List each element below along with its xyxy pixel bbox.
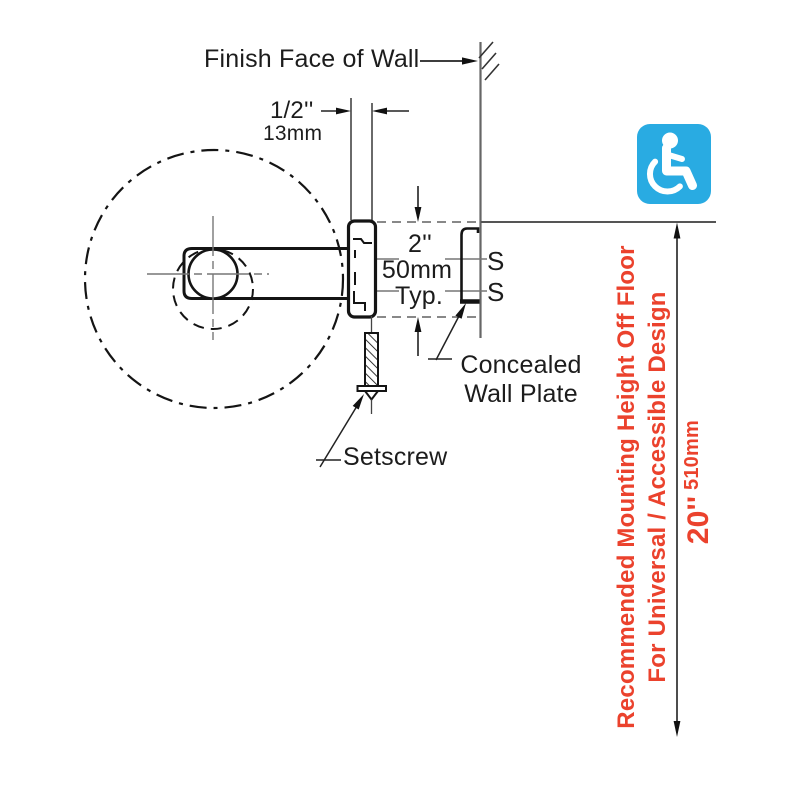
finish-face-of-wall-label: Finish Face of Wall (204, 45, 420, 73)
setscrew-shank (365, 333, 378, 386)
spacing-dimension-mm: 50mm (381, 256, 453, 284)
wall-hatch-marks (479, 42, 499, 80)
setscrew-marker-bottom: S (487, 277, 505, 307)
mounting-note-line1: Recommended Mounting Height Off Floor (613, 245, 641, 729)
concealed-wall-plate-label-line2: Wall Plate (464, 380, 578, 408)
mounting-note-line2: For Universal / Accessible Design (644, 291, 672, 683)
finish-face-arrow (420, 57, 478, 64)
offset-dimension-inches: 1/2'' (270, 97, 314, 124)
spacing-dimension-inches: 2'' (407, 230, 433, 258)
spacing-dimension-typ: Typ. (394, 282, 444, 310)
setscrew-marker-top: S (487, 246, 505, 276)
offset-extension-lines (351, 98, 372, 220)
setscrew-label: Setscrew (343, 443, 448, 471)
offset-dimension-arrows (321, 108, 409, 115)
mounting-height-mm: 510mm (681, 420, 704, 490)
concealed-wall-plate-profile (460, 229, 480, 304)
mounting-height-dimension (674, 223, 681, 738)
setscrew-tip (365, 391, 378, 400)
accessibility-icon (637, 124, 711, 204)
offset-dimension-mm: 13mm (263, 122, 323, 145)
mounting-height-inches: 20'' (681, 495, 715, 545)
concealed-wall-plate-label-line1: Concealed (460, 351, 582, 379)
